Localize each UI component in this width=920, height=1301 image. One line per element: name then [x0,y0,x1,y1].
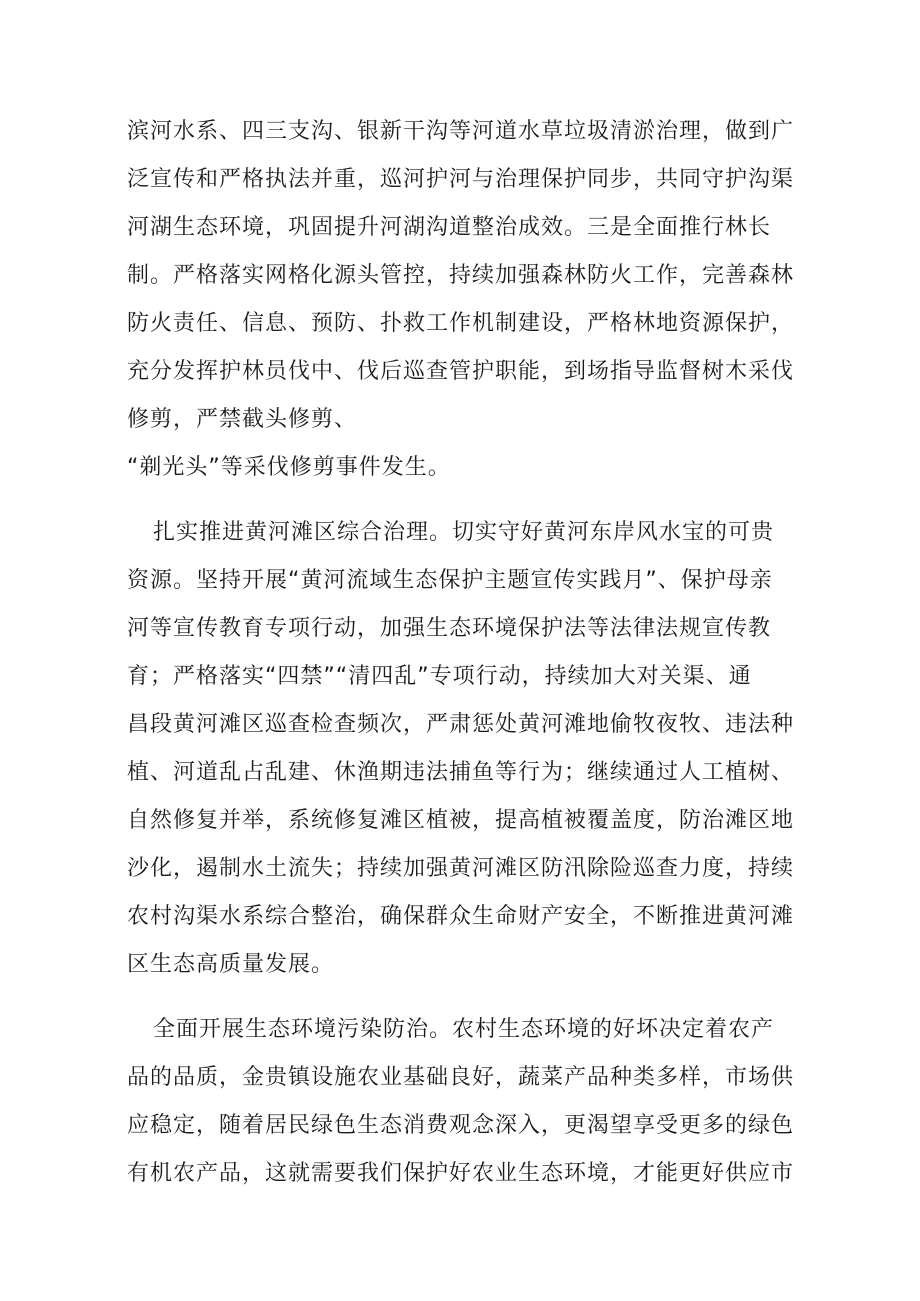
text-line: 泛宣传和严格执法并重，巡河护河与治理保护同步，共同守护沟渠 [127,167,795,192]
text-line: 有机农产品，这就需要我们保护好农业生态环境，才能更好供应市 [127,1161,795,1186]
paragraph-pollution-control [127,1006,807,1198]
paragraph-river-management [127,108,807,492]
text-line: 应稳定，随着居民绿色生态消费观念深入，更渴望享受更多的绿色 [127,1113,795,1138]
text-line: 制。严格落实网格化源头管控，持续加强森林防火工作，完善森林 [127,263,795,288]
document-page [127,108,807,1215]
text-line: 修剪，严禁截头修剪、 [127,407,358,432]
text-line: 资源。坚持开展“黄河流域生态保护主题宣传实践月”、保护母亲 [127,568,773,593]
text-line: 全面开展生态环境污染防治。农村生态环境的好坏决定着农产 [153,1017,775,1042]
text-line: 防火责任、信息、预防、扑救工作机制建设，严格林地资源保护， [127,311,795,336]
text-line: 沙化，遏制水土流失；持续加强黄河滩区防汛除险巡查力度，持续 [127,856,795,881]
text-line: “剃光头”等采伐修剪事件发生。 [127,455,451,480]
text-line: 自然修复并举，系统修复滩区植被，提高植被覆盖度，防治滩区地 [127,808,795,833]
paragraph-yellow-river-beach [127,509,807,989]
text-line: 河等宣传教育专项行动，加强生态环境保护法等法律法规宣传教 [127,616,772,641]
text-line: 充分发挥护林员伐中、伐后巡查管护职能，到场指导监督树木采伐 [127,359,795,384]
text-line: 农村沟渠水系综合整治，确保群众生命财产安全，不断推进黄河滩 [127,904,795,929]
text-line: 植、河道乱占乱建、休渔期违法捕鱼等行为；继续通过人工植树、 [127,760,795,785]
text-line: 扎实推进黄河滩区综合治理。切实守好黄河东岸风水宝的可贵 [153,520,775,545]
text-line: 区生态高质量发展。 [127,952,335,977]
text-line: 育；严格落实“四禁”“清四乱”专项行动，持续加大对关渠、通 [127,664,752,689]
text-line: 滨河水系、四三支沟、银新干沟等河道水草垃圾清淤治理，做到广 [127,119,795,144]
text-line: 品的品质，金贵镇设施农业基础良好，蔬菜产品种类多样，市场供 [127,1065,795,1090]
text-line: 河湖生态环境，巩固提升河湖沟道整治成效。三是全面推行林长 [127,215,772,240]
text-line: 昌段黄河滩区巡查检查频次，严肃惩处黄河滩地偷牧夜牧、违法种 [127,712,795,737]
